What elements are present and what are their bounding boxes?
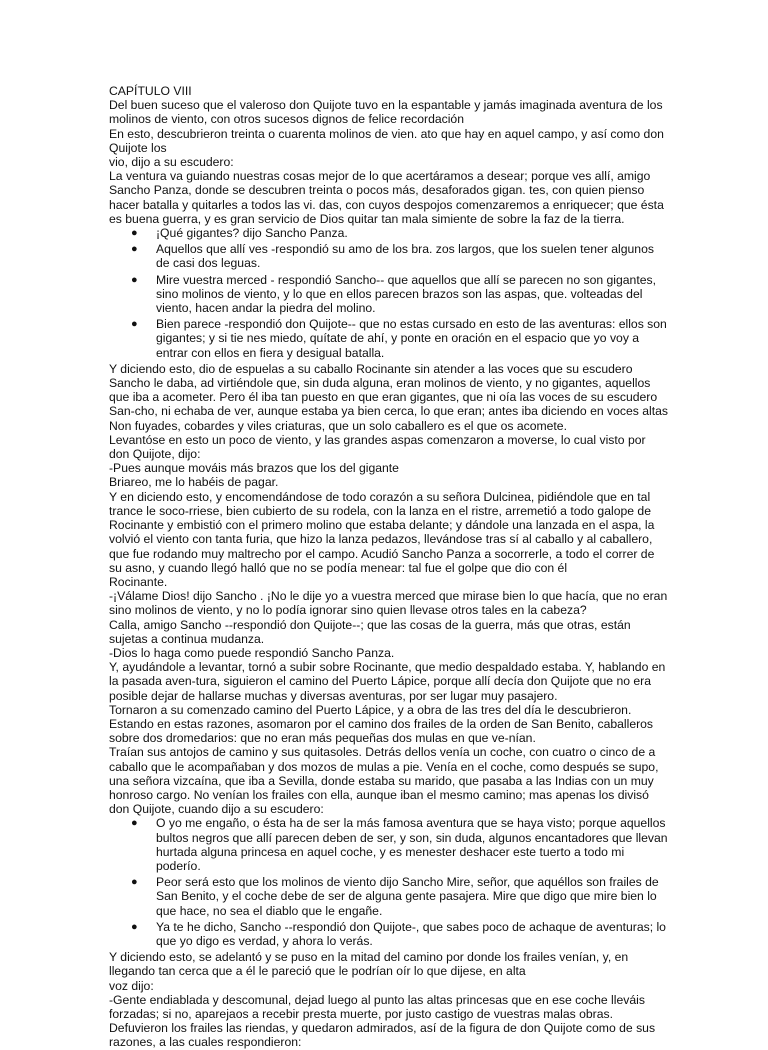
- list-item-text: Mire vuestra merced - respondió Sancho-- que aquellos que allí se parecen no son gigantes, sino molinos de viento, y lo que en ellos parecen brazos son las aspas, que. volteadas del viento, hacen andar la piedra del molino.: [156, 272, 656, 316]
- paragraph: -Pues aunque mováis más brazos que los del gigante: [109, 461, 399, 476]
- paragraph: Calla, amigo Sancho --respondió don Quijote--; que las cosas de la guerra, más que otras, están sujetas a continua mudanza.: [109, 617, 631, 646]
- bullet-icon: ●: [131, 243, 138, 256]
- paragraph: Y diciendo esto, se adelantó y se puso en la mitad del camino por donde los frailes venían, y, en llegando tan cerca que a él le pareció que le podrían oír lo que dijese, en alta: [109, 950, 629, 979]
- paragraph: Defuvieron los frailes las riendas, y quedaron admirados, así de la figura de don Quijote como de sus razones, a las cuales respondieron:: [109, 1021, 656, 1050]
- bullet-icon: ●: [131, 227, 138, 240]
- list-item-text: Bien parece -respondió don Quijote-- que no estas cursado en esto de las aventuras: ellos son gigantes; y si tie nes miedo, quítate de ahí, y ponte en oración en el espacio que yo voy a entrar con ellos en fiera y desigual batalla.: [156, 317, 667, 360]
- dialogue-list-1: [109, 226, 668, 360]
- chapter-subtitle: Del buen suceso que el valeroso don Quijote tuvo en la espantable y jamás imaginada aventura de los molinos de viento, con otros sucesos dignos de felice recordación: [109, 98, 663, 127]
- paragraph: Non fuyades, cobardes y viles criaturas, que un solo caballero es el que os acomete.: [109, 418, 567, 433]
- list-item: [109, 816, 668, 873]
- paragraph: Y diciendo esto, dio de espuelas a su caballo Rocinante sin atender a las voces que su escudero Sancho le daba, ad virtiéndole que, sin duda alguna, eran molinos de viento, y no gigantes, aquellos que iba a acometer. Pero él iba tan puesto en que eran gigantes, que ni oía las voces de su escudero San-cho, ni echaba de ver, aunque estaba ya bien cerca, lo que eran; antes iba diciendo en voces altas: [109, 361, 668, 419]
- list-item: [109, 226, 668, 240]
- list-item-text: Ya te he dicho, Sancho --respondió don Quijote-, que sabes poco de achaque de aventuras; lo que yo digo es verdad, y ahora lo verás.: [156, 919, 666, 948]
- paragraph: Levantóse en esto un poco de viento, y las grandes aspas comenzaron a moverse, lo cual visto por don Quijote, dijo:: [109, 432, 646, 462]
- bullet-icon: ●: [131, 817, 138, 830]
- paragraph: Y en diciendo esto, y encomendándose de todo corazón a su señora Dulcinea, pidiéndole que en tal trance le soco-rriese, bien cubierto de su rodela, con la lanza en el ristre, arremetió a todo galope de Rocinante y embistió con el primero molino que estaba delante; y dándole una lanzada en el aspa, la volvió el viento con tanta furia, que hizo la lanza pedazos, llevándose tras sí al caballo y al caballero, que fue rodando muy maltrecho por el campo. Acudió Sancho Panza a socorrerle, a todo el correr de su asno, y cuando llegó halló que no se podía menear: tal fue el golpe que dio con él: [109, 489, 655, 575]
- bullet-icon: ●: [131, 318, 138, 331]
- list-item: [109, 875, 668, 918]
- list-item: [109, 273, 668, 316]
- paragraph: Briareo, me lo habéis de pagar.: [109, 475, 279, 490]
- list-item-text: Aquellos que allí ves -respondió su amo de los bra. zos largos, que los suelen tener algunos de casi dos leguas.: [156, 242, 654, 271]
- paragraph: vio, dijo a su escudero:: [109, 155, 234, 170]
- list-item-text: O yo me engaño, o ésta ha de ser la más famosa aventura que se haya visto; porque aquellos bultos negros que allí parecen deben de ser, y son, sin duda, algunos encantadores que llevan hurtada alguna princesa en aquel coche, y es menester deshacer este tuerto a todo mi poderío.: [156, 816, 668, 873]
- paragraph: Rocinante.: [109, 574, 168, 589]
- paragraph: Estando en estas razones, asomaron por el camino dos frailes de la orden de San Benito, caballeros sobre dos dromedarios: que no eran más pequeñas dos mulas en que ve-nían.: [109, 716, 654, 746]
- bullet-icon: ●: [131, 920, 138, 933]
- dialogue-list-2: [109, 816, 668, 948]
- paragraph: voz dijo:: [109, 978, 154, 993]
- list-item-text: Peor será esto que los molinos de viento dijo Sancho Mire, señor, que aquéllos son frailes de San Benito, y el coche debe de ser de alguna gente pasajera. Mire que digo que mire bien lo que hace, no sea el diablo que le engañe.: [156, 875, 659, 918]
- bullet-icon: ●: [131, 273, 138, 286]
- list-item: [109, 242, 668, 270]
- bullet-icon: ●: [131, 876, 138, 889]
- paragraph: Traían sus antojos de camino y sus quitasoles. Detrás dellos venía un coche, con cuatro o cinco de a caballo que le acompañaban y dos mozos de mulas a pie. Venía en el coche, como después se supo, una señora vizcaína, que iba a Sevilla, donde estaba su marido, que pasaba a las Indias con un muy honroso cargo. No venían los frailes con ella, aunque iban el mesmo camino; mas apenas los divisó don Quijote, cuando dijo a su escudero:: [109, 745, 659, 817]
- paragraph: -Dios lo haga como puede respondió Sancho Panza.: [109, 645, 395, 660]
- list-item: [109, 920, 668, 948]
- paragraph: -¡Válame Dios! dijo Sancho . ¡No le dije yo a vuestra merced que mirase bien lo que hacía, que no eran sino molinos de viento, y no lo podía ignorar sino quien llevase otros tales en la cabeza?: [109, 589, 668, 618]
- paragraph: -Gente endiablada y descomunal, dejad luego al punto las altas princesas que en ese coche lleváis forzadas; si no, aparejaos a recebir presta muerte, por justo castigo de vuestras malas obras.: [109, 992, 645, 1021]
- paragraph: Tornaron a su comenzado camino del Puerto Lápice, y a obra de las tres del día le descubrieron.: [109, 702, 632, 717]
- list-item: [109, 317, 668, 360]
- chapter-title: CAPÍTULO VIII: [109, 84, 192, 98]
- paragraph: Y, ayudándole a levantar, tornó a subir sobre Rocinante, que medio despaldado estaba. Y, hablando en la pasada aven-tura, siguieron el camino del Puerto Lápice, porque allí decía don Quijote que no era posible dejar de hallarse muchas y diversas aventuras, por ser lugar muy pasajero.: [109, 660, 666, 703]
- paragraph: La ventura va guiando nuestras cosas mejor de lo que acertáramos a desear; porque ves allí, amigo Sancho Panza, donde se descubren treinta o pocos más, desaforados gigan. tes, con quien pienso hacer batalla y quitarles a todos las vi. das, con cuyos despojos comenzaremos a enriquecer; que ésta es buena guerra, y es gran servicio de Dios quitar tan mala simiente de sobre la faz de la tierra.: [109, 169, 664, 226]
- list-item-text: ¡Qué gigantes? dijo Sancho Panza.: [156, 226, 348, 241]
- paragraph: En esto, descubrieron treinta o cuarenta molinos de vien. ato que hay en aquel campo, y así como don Quijote los: [109, 126, 664, 155]
